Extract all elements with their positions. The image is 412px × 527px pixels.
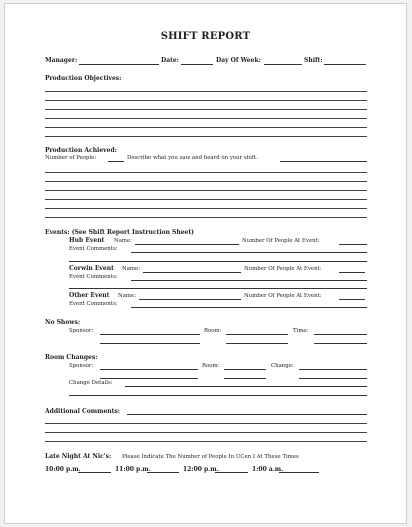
no-shows-sponsor-label: Sponsor: <box>69 328 94 334</box>
manager-label: Manager: <box>45 57 78 64</box>
no-shows-heading: No Shows: <box>45 319 81 326</box>
achieved-line[interactable] <box>45 181 367 182</box>
corwin-event-people-field[interactable] <box>339 272 365 273</box>
time-field-100am[interactable] <box>279 472 319 473</box>
day-of-week-label: Day Of Week: <box>216 57 261 64</box>
corwin-event-name-label: Name: <box>122 266 141 272</box>
room-changes-room-label: Room: <box>202 363 220 369</box>
hub-event-name-label: Name: <box>114 238 133 244</box>
achieved-line[interactable] <box>45 217 367 218</box>
production-achieved-heading: Production Achieved: <box>45 147 117 154</box>
no-shows-room-field[interactable] <box>226 334 288 335</box>
hub-event-people-label: Number Of People At Event: <box>242 238 320 244</box>
shift-label: Shift: <box>304 57 323 64</box>
change-details-line[interactable] <box>69 395 367 396</box>
additional-comments-line[interactable] <box>45 423 367 424</box>
objectives-line[interactable] <box>45 109 367 110</box>
hub-event-comments-line[interactable] <box>69 261 367 262</box>
achieved-line[interactable] <box>45 172 367 173</box>
achieved-line[interactable] <box>45 199 367 200</box>
time-label-100am: 1:00 a.m. <box>252 466 284 473</box>
additional-comments-line[interactable] <box>45 441 367 442</box>
corwin-event-comments-label: Event Comments: <box>69 274 118 280</box>
date-label: Date: <box>161 57 179 64</box>
number-of-people-label: Number of People: <box>45 155 97 161</box>
manager-field[interactable] <box>79 64 159 65</box>
change-details-label: Change Details: <box>69 380 113 386</box>
no-shows-time-label: Time: <box>293 328 309 334</box>
time-label-1200pm: 12:00 p.m. <box>183 466 219 473</box>
late-night-heading: Late Night At Nic's: <box>45 453 112 460</box>
hub-event-comments-label: Event Comments: <box>69 246 118 252</box>
production-objectives-heading: Production Objectives: <box>45 75 122 82</box>
corwin-event-comments-line[interactable] <box>69 288 367 289</box>
time-field-1200pm[interactable] <box>215 472 248 473</box>
no-shows-time-field-2[interactable] <box>314 343 367 344</box>
page-title: SHIFT REPORT <box>160 31 251 42</box>
achieved-line[interactable] <box>45 190 367 191</box>
events-heading: Events: (See Shift Report Instruction Sheet) <box>45 229 194 236</box>
other-event-comments-field[interactable] <box>131 307 367 308</box>
hub-event-label: Hub Event <box>69 237 105 244</box>
objectives-line[interactable] <box>45 127 367 128</box>
additional-comments-heading: Additional Comments: <box>45 408 121 415</box>
room-changes-sponsor-field-2[interactable] <box>100 378 198 379</box>
additional-comments-line[interactable] <box>45 432 367 433</box>
shift-report-form <box>4 3 407 524</box>
additional-comments-field[interactable] <box>127 414 367 415</box>
achieved-line[interactable] <box>45 208 367 209</box>
hub-event-comments-field[interactable] <box>131 252 367 253</box>
describe-field[interactable] <box>280 161 367 162</box>
other-event-name-label: Name: <box>118 293 137 299</box>
change-details-field[interactable] <box>125 386 367 387</box>
room-changes-room-field-2[interactable] <box>224 378 266 379</box>
corwin-event-comments-field[interactable] <box>131 280 367 281</box>
number-of-people-field[interactable] <box>108 161 124 162</box>
day-of-week-field[interactable] <box>264 64 302 65</box>
room-changes-change-field[interactable] <box>299 369 367 370</box>
no-shows-sponsor-field-2[interactable] <box>100 343 200 344</box>
describe-label: Describe what you saw and heard on your shift. <box>127 155 258 161</box>
no-shows-time-field[interactable] <box>314 334 367 335</box>
room-changes-change-label: Change: <box>271 363 294 369</box>
room-changes-heading: Room Changes: <box>45 354 98 361</box>
late-night-instruction: Please Indicate The Number of People In UCen I At These Times <box>122 454 299 460</box>
room-changes-sponsor-field[interactable] <box>100 369 198 370</box>
date-field[interactable] <box>181 64 213 65</box>
other-event-name-field[interactable] <box>139 299 241 300</box>
no-shows-room-label: Room: <box>204 328 222 334</box>
other-event-label: Other Event <box>69 292 110 299</box>
room-changes-change-field-2[interactable] <box>299 378 367 379</box>
corwin-event-label: Corwin Event <box>69 265 114 272</box>
hub-event-name-field[interactable] <box>135 244 239 245</box>
objectives-line[interactable] <box>45 118 367 119</box>
objectives-line[interactable] <box>45 136 367 137</box>
room-changes-room-field[interactable] <box>224 369 266 370</box>
corwin-event-people-label: Number Of People At Event: <box>244 266 322 272</box>
objectives-line[interactable] <box>45 91 367 92</box>
other-event-comments-label: Event Comments: <box>69 301 118 307</box>
room-changes-sponsor-label: Sponsor: <box>69 363 94 369</box>
time-label-1000pm: 10:00 p.m. <box>45 466 81 473</box>
shift-field[interactable] <box>324 64 366 65</box>
no-shows-sponsor-field[interactable] <box>100 334 200 335</box>
time-label-1100pm: 11:00 p.m. <box>115 466 151 473</box>
objectives-line[interactable] <box>45 100 367 101</box>
other-event-people-field[interactable] <box>339 299 365 300</box>
hub-event-people-field[interactable] <box>339 244 367 245</box>
time-field-1000pm[interactable] <box>78 472 111 473</box>
no-shows-room-field-2[interactable] <box>226 343 288 344</box>
other-event-people-label: Number Of People At Event: <box>244 293 322 299</box>
time-field-1100pm[interactable] <box>147 472 179 473</box>
corwin-event-name-field[interactable] <box>143 272 241 273</box>
